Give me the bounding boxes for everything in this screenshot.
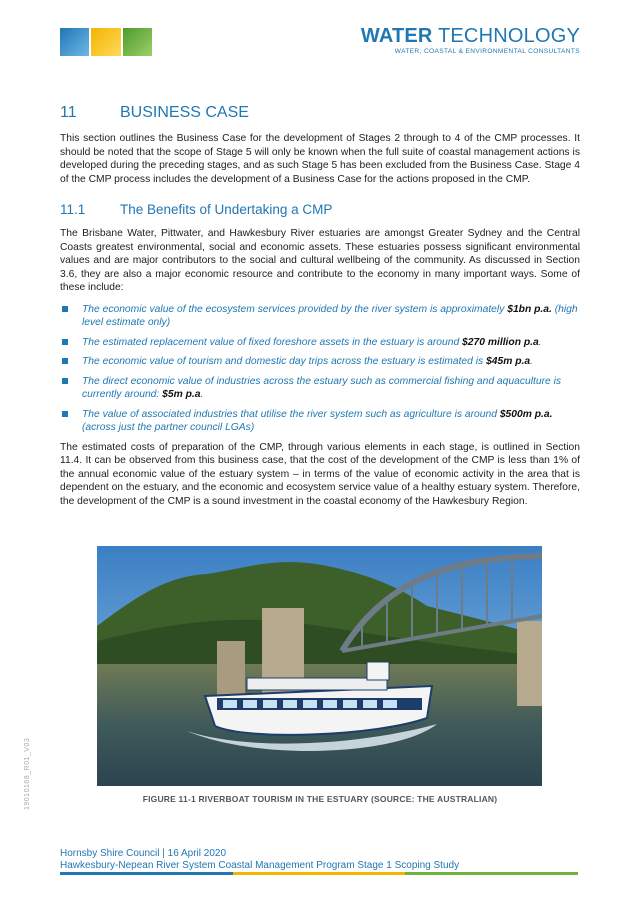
bullet-square-icon (62, 358, 68, 364)
bullet-square-icon (62, 339, 68, 345)
closing-paragraph: The estimated costs of preparation of the CMP, through various elements in each stage, is outlined in Section 11.4. It can be observed from this business case, that the cost of the development of the CMP is less than 1% of the annual economic value of the estuary system – in terms of the value of economic activity in the area that is dependent on the estuary, and the economic and ecosystem service value of a healthy estuary system. Therefore, the development of the CMP is a sound investment in the coastal economy of the Hawkesbury Region. (60, 441, 580, 507)
bullet-square-icon (62, 306, 68, 312)
list-item: The value of associated industries that utilise the river system such as agriculture is around $500m p.a. (across just the partner council LGAs) (60, 408, 580, 435)
footer-line-2: Hawkesbury-Nepean River System Coastal Management Program Stage 1 Scoping Study (60, 860, 460, 871)
brand-light: TECHNOLOGY (432, 25, 580, 47)
figure-caption: FIGURE 11-1 RIVERBOAT TOURISM IN THE ESTUARY (SOURCE: THE AUSTRALIAN) (142, 794, 498, 804)
section-title: BUSINESS CASE (120, 104, 249, 121)
riverboat-photo (97, 546, 542, 786)
list-item: The estimated replacement value of fixed foreshore assets in the estuary is around $270 million p.a. (60, 336, 580, 350)
list-item: The economic value of the ecosystem services provided by the river system is approximately $1bn p.a. (high level estimate only) (60, 303, 580, 330)
section-number: 11 (60, 104, 77, 121)
footer-bar-blue (60, 872, 233, 875)
logo-tile-blue (60, 28, 89, 56)
main-content (60, 104, 580, 508)
water-technology-logo (361, 26, 580, 55)
page-footer (60, 848, 459, 872)
brand-tagline: WATER, COASTAL & ENVIRONMENTAL CONSULTANTS (394, 48, 580, 55)
section-heading (60, 104, 580, 122)
footer-color-bar (60, 872, 578, 875)
benefits-list (60, 303, 580, 435)
footer-bar-green (405, 872, 578, 875)
footer-line-1: Hornsby Shire Council | 16 April 2020 (60, 848, 227, 859)
logo-tile-green (123, 28, 152, 56)
logo-tile-yellow (91, 28, 120, 56)
subsection-title: The Benefits of Undertaking a CMP (120, 202, 333, 217)
bullet-square-icon (62, 378, 68, 384)
list-item: The economic value of tourism and domestic day trips across the estuary is estimated is $45m p.a. (60, 355, 580, 369)
subsection-number: 11.1 (60, 202, 86, 217)
subsection-heading (60, 202, 580, 217)
brand-bold: WATER (360, 25, 433, 47)
bullet-square-icon (62, 411, 68, 417)
subsection-paragraph: The Brisbane Water, Pittwater, and Hawkesbury River estuaries are amongst Greater Sydney and the Central Coasts greatest environmental, social and economic assets. These estuaries possess significant environmental values and are major contributors to the social and cultural wellbeing of the community. As discussed in Section 3.6, they are also a major economic resource and contribute to the economy in many important ways. Some of these include: (60, 228, 580, 293)
company-logo-tiles (60, 28, 152, 56)
document-code: 19010168_R01_V03 (24, 737, 31, 810)
riverboat-illustration (97, 546, 542, 786)
section-intro: This section outlines the Business Case for the development of Stages 2 through to 4 of the CMP processes. It should be noted that the scope of Stage 5 will only be known when the full suite of coastal management actions is developed during the preceding stages, and as such Stage 5 has been excluded from the Business Case. Stage 4 of the CMP process includes the development of a Business Case for the actions proposed in the CMP. (60, 133, 580, 185)
footer-bar-yellow (233, 872, 406, 875)
list-item: The direct economic value of industries across the estuary such as commercial fishing and aquaculture is currently around: $5m p.a. (60, 375, 580, 402)
